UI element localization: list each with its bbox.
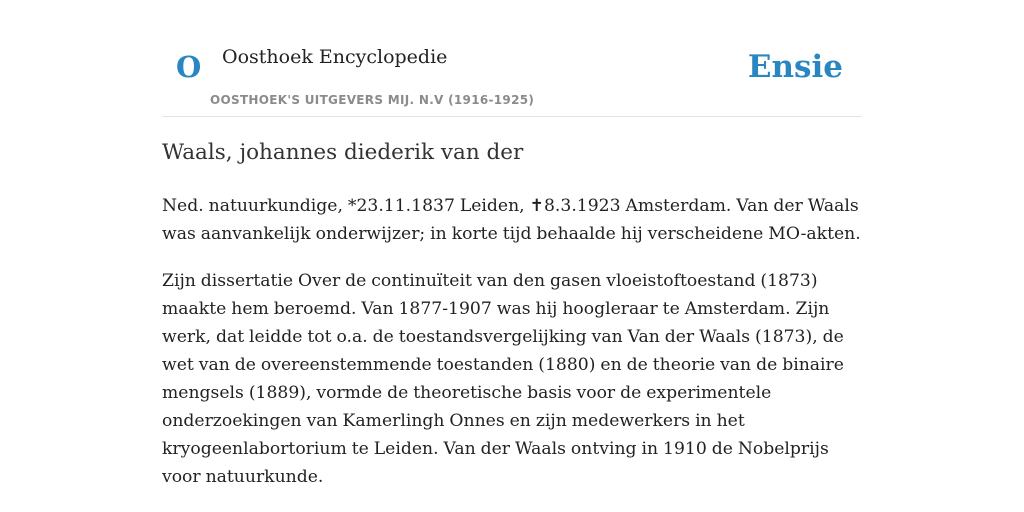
entry-title: Waals, johannes diederik van der bbox=[162, 140, 524, 165]
book-title-link[interactable]: Oosthoek Encyclopedie bbox=[222, 46, 448, 68]
entry-paragraph: Ned. natuurkundige, *23.11.1837 Leiden, ✝8.3.1923 Amsterdam. Van der Waals was aanvankelijk onderwijzer; in korte tijd behaalde hij verscheidene MO-akten. bbox=[162, 196, 861, 244]
publisher-label: OOSTHOEK'S UITGEVERS MIJ. N.V (1916-1925) bbox=[210, 93, 535, 107]
encyclopedia-header bbox=[162, 38, 862, 117]
book-logo-icon[interactable]: O bbox=[176, 50, 202, 84]
ensie-logo-link[interactable]: Ensie bbox=[747, 49, 843, 85]
entry-paragraph: Zijn dissertatie Over de continuïteit van den gasen vloeistoftoestand (1873) maakte hem beroemd. Van 1877-1907 was hij hoogleraar te Amsterdam. Zijn werk, dat leidde tot o.a. de toestandsvergelijking van Van der Waals (1873), de wet van de overeenstemmende toestanden (1880) en de theorie van de binaire mengsels (1889), vormde de theoretische basis voor de experimentele onderzoekingen van Kamerlingh Onnes en zijn medewerkers in het kryogeenlabortorium te Leiden. Van der Waals ontving in 1910 de Nobelprijs voor natuurkunde. bbox=[162, 271, 844, 487]
